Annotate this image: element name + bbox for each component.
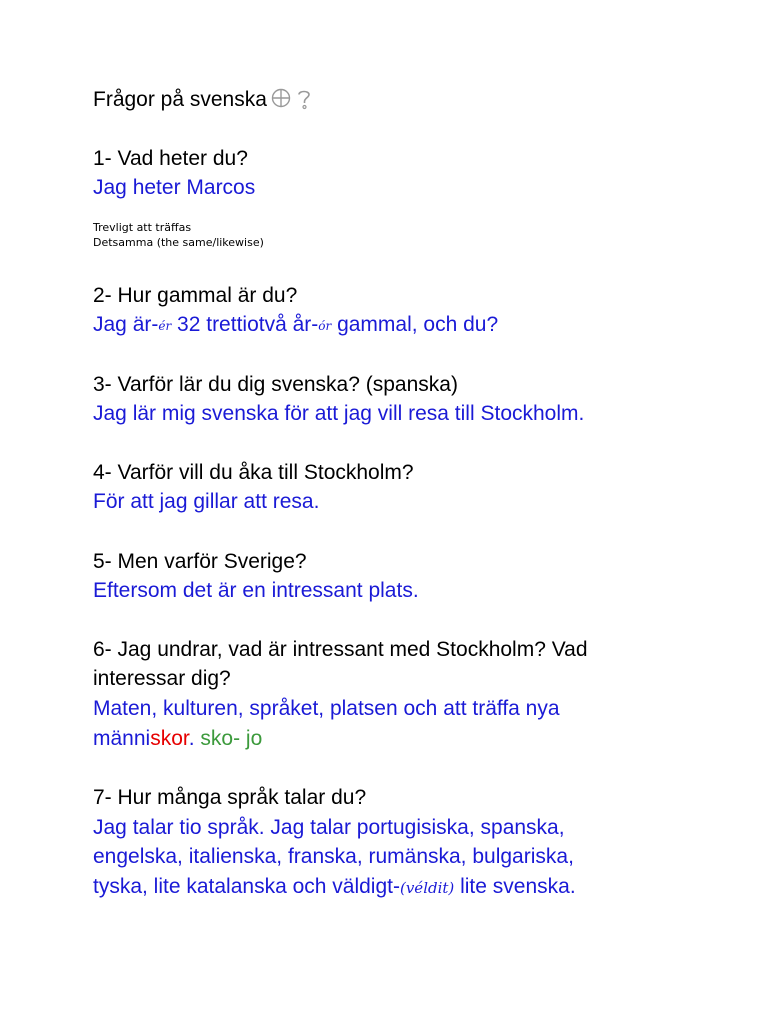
answer-7-part: tyska, lite katalanska och väldigt- [93, 875, 400, 898]
answer-7-line-1: Jag talar tio språk. Jag talar portugisiska, spanska, [93, 816, 565, 839]
answer-2-part: Jag är- [93, 313, 159, 336]
question-3: 3- Varför lär du dig svenska? (spanska) [93, 373, 458, 396]
answer-2-part: gammal, och du? [331, 313, 499, 336]
question-6-line-1: 6- Jag undrar, vad är intressant med Stockholm? Vad [93, 638, 588, 661]
note-1: Trevligt att träffas [93, 221, 192, 234]
answer-6-part: . [188, 727, 195, 750]
answer-7-line-2: engelska, italienska, franska, rumänska, bulgariska, [93, 845, 574, 868]
answer-7-line-3 [93, 873, 576, 902]
page-title [93, 86, 315, 114]
question-7: 7- Hur många språk talar du? [93, 786, 367, 809]
answer-6-line-2 [93, 725, 262, 753]
answer-6-line-1: Maten, kulturen, språket, platsen och att träffa nya [93, 697, 560, 720]
question-2: 2- Hur gammal är du? [93, 284, 298, 307]
crosshair-circle-icon [271, 88, 291, 108]
question-mark-icon [295, 88, 315, 108]
answer-6-part: männi [93, 727, 151, 750]
question-1: 1- Vad heter du? [93, 147, 248, 170]
highlight-red: skor [150, 727, 189, 750]
answer-4: För att jag gillar att resa. [93, 490, 320, 513]
answer-1: Jag heter Marcos [93, 176, 256, 199]
answer-5: Eftersom det är en intressant plats. [93, 579, 419, 602]
answer-2 [93, 311, 498, 341]
answer-3: Jag lär mig svenska för att jag vill resa till Stockholm. [93, 402, 585, 425]
question-4: 4- Varför vill du åka till Stockholm? [93, 461, 414, 484]
answer-7-part: lite svenska. [454, 875, 576, 898]
phonetic-note: ór [318, 319, 332, 333]
question-6-line-2: interessar dig? [93, 667, 231, 690]
phonetic-note: (véldit) [399, 879, 455, 897]
title-text: Frågor på svenska [93, 88, 267, 111]
answer-2-part: 32 trettiotvå år- [171, 313, 319, 336]
phonetic-note: ér [158, 319, 172, 333]
question-5: 5- Men varför Sverige? [93, 550, 307, 573]
note-2: Detsamma (the same/likewise) [93, 236, 264, 249]
highlight-green: sko- jo [194, 727, 263, 750]
